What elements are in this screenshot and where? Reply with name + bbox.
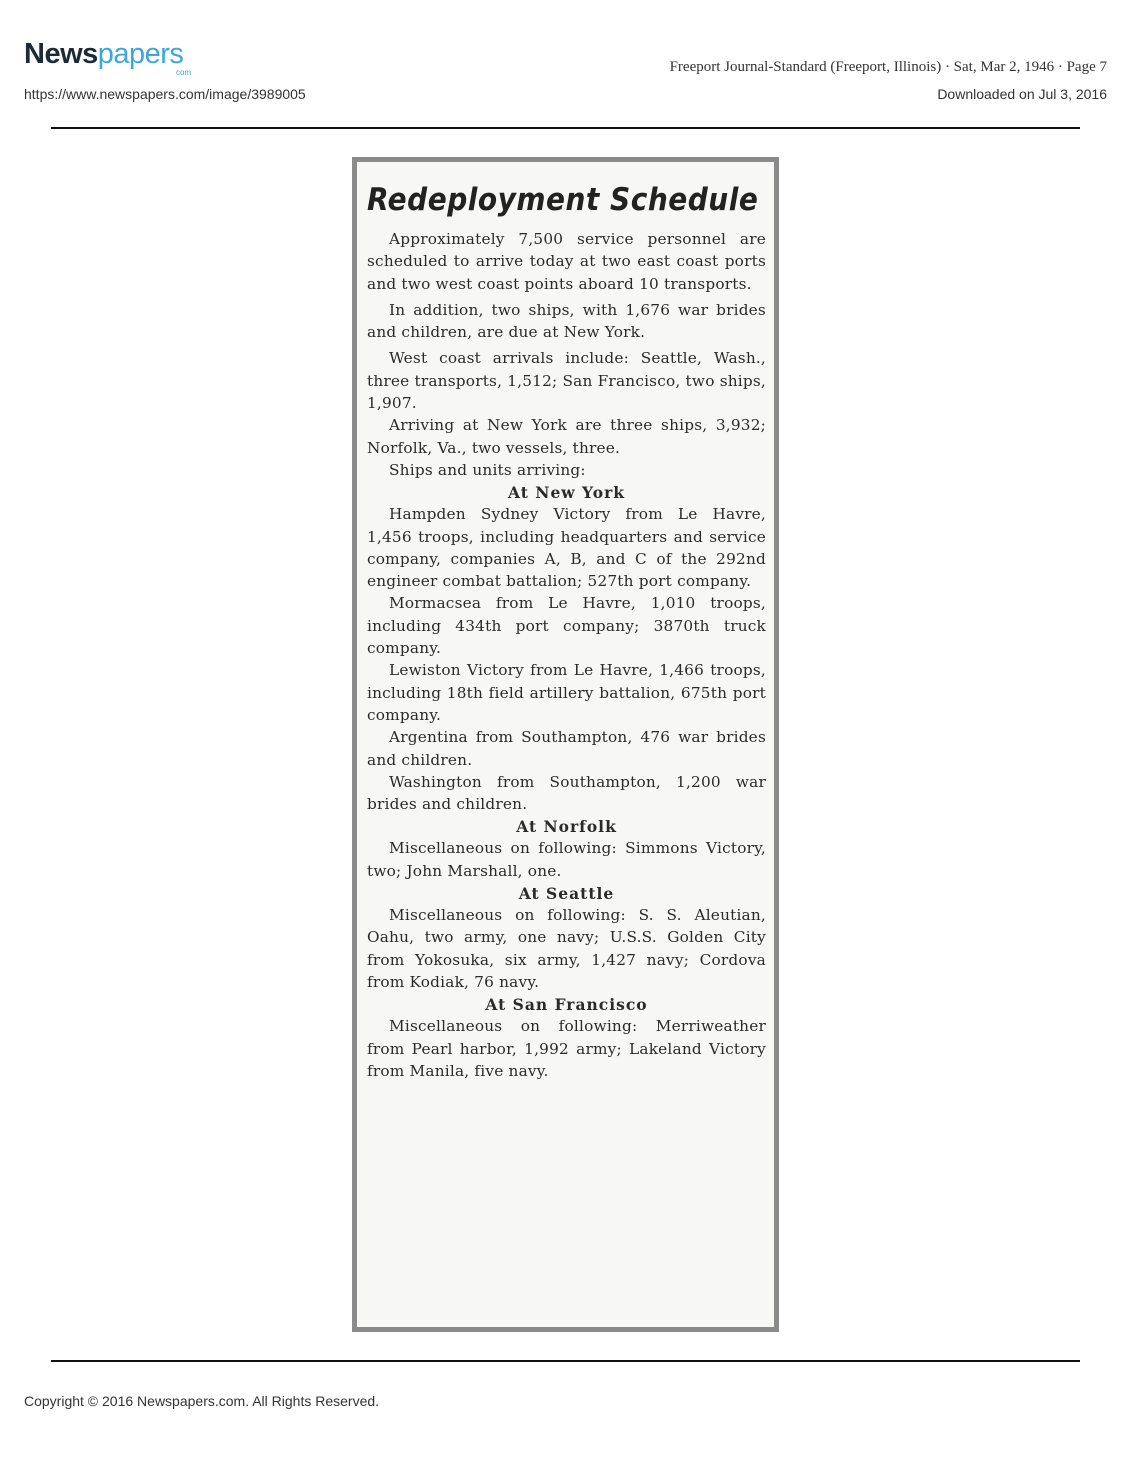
article-paragraph: Mormacsea from Le Havre, 1,010 troops, including 434th port company; 3870th truck company. [367, 594, 766, 658]
article-paragraph: Miscellaneous on following: Merriweather from Pearl harbor, 1,992 army; Lakeland Victory from Manila, five navy. [367, 1017, 766, 1080]
article-paragraph: Miscellaneous on following: Simmons Victory, two; John Marshall, one. [367, 839, 766, 880]
section-heading-new-york: At New York [507, 483, 626, 503]
header-divider [51, 127, 1080, 129]
article-paragraph: Hampden Sydney Victory from Le Havre, 1,456 troops, including headquarters and service company, companies A, B, and C of the 292nd engineer combat battalion; 527th port company. [367, 505, 766, 591]
logo-dotcom-text: com [176, 68, 192, 77]
newspapers-logo[interactable] [24, 40, 224, 80]
article-paragraph: In addition, two ships, with 1,676 war brides and children, are due at New York. [367, 300, 766, 342]
article-paragraph: Washington from Southampton, 1,200 war brides and children. [367, 772, 766, 814]
article-paragraph: Ships and units arriving: [389, 460, 586, 479]
section-heading-san-francisco: At San Francisco [485, 995, 648, 1015]
article-paragraph: Arriving at New York are three ships, 3,932; Norfolk, Va., two vessels, three. [367, 416, 766, 457]
section-heading-seattle: At Seattle [518, 884, 615, 904]
newspaper-clipping [352, 157, 779, 1332]
logo-wordmark [24, 38, 183, 70]
footer-divider [51, 1360, 1080, 1362]
article-headline: Redeployment Schedule [367, 181, 759, 218]
article-paragraph: Lewiston Victory from Le Havre, 1,466 troops, including 18th field artillery battalion, 675th port company. [367, 661, 766, 724]
copyright-notice: Copyright © 2016 Newspapers.com. All Rights Reserved. [24, 1393, 380, 1409]
image-url[interactable]: https://www.newspapers.com/image/3989005 [24, 86, 306, 102]
section-heading-norfolk: At Norfolk [516, 817, 617, 837]
article-paragraph: West coast arrivals include: Seattle, Wash., three transports, 1,512; San Francisco, two ships, 1,907. [367, 349, 766, 413]
clipping-text [357, 162, 774, 1082]
article-paragraph: Approximately 7,500 service personnel are scheduled to arrive today at two east coast ports and two west coast points aboard 10 transports. [367, 230, 766, 293]
download-date: Downloaded on Jul 3, 2016 [937, 86, 1107, 102]
article-paragraph: Argentina from Southampton, 476 war brides and children. [367, 728, 766, 769]
article-paragraph: Miscellaneous on following: S. S. Aleutian, Oahu, two army, one navy; U.S.S. Golden City from Yokosuka, six army, 1,427 navy; Cordova from Kodiak, 76 navy. [367, 906, 766, 991]
citation: Freeport Journal-Standard (Freeport, Illinois) · Sat, Mar 2, 1946 · Page 7 [669, 59, 1107, 75]
logo-papers-text: papers [97, 38, 184, 70]
logo-news-text: News [24, 38, 98, 70]
